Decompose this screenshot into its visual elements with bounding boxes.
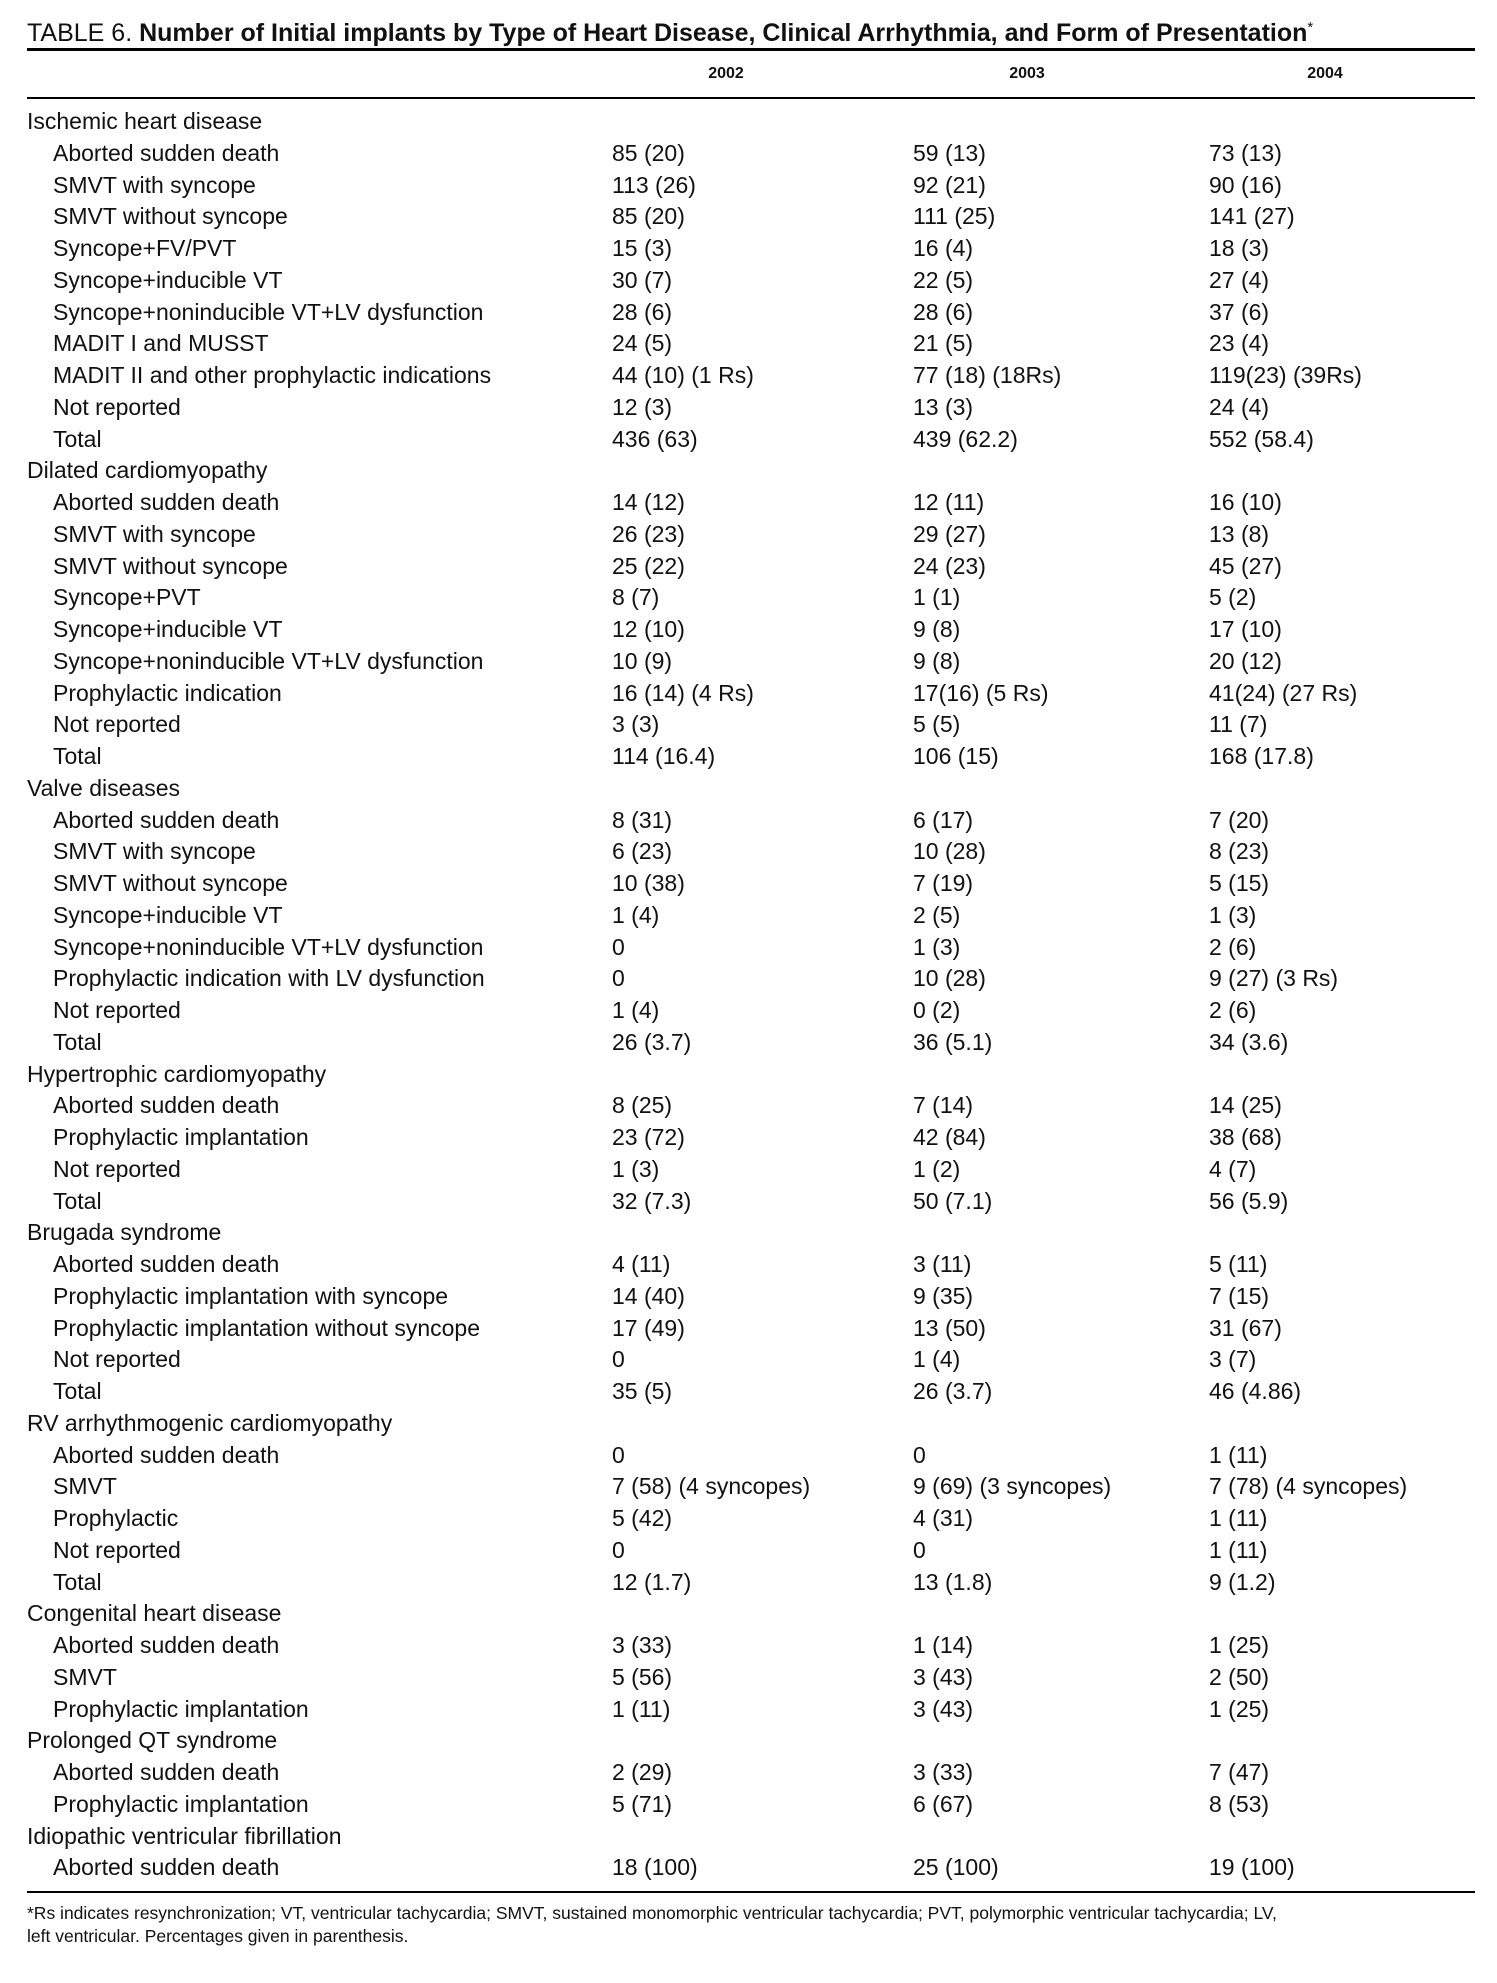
cell-2002: 44 (10) (1 Rs) (612, 362, 754, 388)
column-header-2004: 2004 (1307, 65, 1343, 82)
row-label: Prophylactic implantation with syncope (53, 1282, 449, 1309)
group-label: Ischemic heart disease (27, 108, 263, 134)
table-row (27, 327, 1475, 359)
row-label: Total (53, 1187, 102, 1214)
table-row (27, 899, 1475, 931)
cell-2003: 59 (13) (913, 139, 986, 166)
table-row (27, 1153, 1475, 1185)
row-label: Not reported (53, 1346, 181, 1373)
table-row (27, 645, 1475, 677)
row-label: Prophylactic implantation (53, 1695, 309, 1722)
cell-2004: 38 (68) (1209, 1124, 1282, 1150)
cell-2003: 10 (28) (913, 838, 986, 865)
table-body (27, 99, 1475, 1891)
table-row (27, 1185, 1475, 1217)
table-row (27, 137, 1475, 169)
row-label: Aborted sudden death (53, 1759, 280, 1785)
table-row (27, 1756, 1475, 1788)
table-row (27, 296, 1475, 328)
row-label: Total (53, 425, 102, 452)
cell-2004: 1 (11) (1209, 1441, 1268, 1468)
table-caption (27, 8, 1475, 48)
group-row (27, 1597, 1475, 1629)
cell-2004: 1 (25) (1209, 1632, 1270, 1658)
group-label: Idiopathic ventricular fibrillation (27, 1822, 342, 1849)
row-label: Syncope+noninducible VT+LV dysfunction (53, 933, 484, 960)
cell-2004: 168 (17.8) (1209, 743, 1314, 769)
cell-2002: 17 (49) (612, 1314, 685, 1341)
cell-2003: 9 (69) (3 syncopes) (913, 1473, 1112, 1500)
group-row (27, 1058, 1475, 1090)
cell-2004: 11 (7) (1209, 711, 1268, 738)
cell-2003: 17(16) (5 Rs) (913, 679, 1049, 706)
cell-2002: 0 (612, 1346, 625, 1373)
table-row (27, 1248, 1475, 1280)
row-label: Not reported (53, 393, 181, 420)
cell-2002: 0 (612, 933, 625, 960)
cell-2003: 9 (35) (913, 1282, 974, 1309)
table-row (27, 550, 1475, 582)
table-row (27, 581, 1475, 613)
table-footnote (27, 1902, 1475, 1948)
cell-2002: 15 (3) (612, 235, 673, 261)
row-label: Syncope+noninducible VT+LV dysfunction (53, 298, 484, 325)
group-row (27, 1407, 1475, 1439)
cell-2004: 141 (27) (1209, 203, 1295, 230)
cell-2004: 41(24) (27 Rs) (1209, 679, 1358, 706)
table-title: Number of Initial implants by Type of Heart Disease, Clinical Arrhythmia, and Form of Presentation (139, 19, 1308, 47)
row-label: Aborted sudden death (53, 1632, 280, 1658)
row-label: SMVT without syncope (53, 203, 288, 230)
cell-2002: 14 (12) (612, 489, 685, 515)
row-label: Aborted sudden death (53, 1251, 280, 1277)
group-label: Valve diseases (27, 774, 180, 801)
cell-2002: 2 (29) (612, 1759, 673, 1785)
table-row (27, 232, 1475, 264)
cell-2004: 90 (16) (1209, 171, 1282, 198)
table-row (27, 804, 1475, 836)
table-row (27, 1693, 1475, 1725)
cell-2004: 5 (2) (1209, 584, 1257, 611)
table-row (27, 1851, 1475, 1883)
table-row (27, 994, 1475, 1026)
table-row (27, 677, 1475, 709)
group-label: Brugada syndrome (27, 1219, 222, 1246)
cell-2003: 439 (62.2) (913, 425, 1018, 452)
footnote-mark: * (1307, 19, 1314, 36)
group-label: RV arrhythmogenic cardiomyopathy (27, 1409, 393, 1436)
cell-2004: 5 (11) (1209, 1251, 1268, 1277)
row-label: Aborted sudden death (53, 139, 280, 166)
row-label: SMVT (53, 1473, 117, 1500)
cell-2003: 3 (43) (913, 1663, 974, 1690)
cell-2002: 113 (26) (612, 171, 696, 198)
cell-2003: 111 (25) (913, 203, 996, 230)
cell-2004: 19 (100) (1209, 1854, 1295, 1881)
table-row (27, 1121, 1475, 1153)
row-label: SMVT with syncope (53, 171, 256, 198)
cell-2003: 42 (84) (913, 1124, 986, 1150)
cell-2003: 24 (23) (913, 552, 986, 579)
cell-2002: 24 (5) (612, 330, 673, 357)
cell-2003: 28 (6) (913, 298, 974, 325)
cell-2004: 8 (53) (1209, 1790, 1270, 1817)
footnote-line: left ventricular. Percentages given in parenthesis. (27, 1926, 409, 1946)
cell-2004: 31 (67) (1209, 1314, 1282, 1341)
cell-2004: 2 (6) (1209, 997, 1257, 1023)
column-header-row (27, 51, 1475, 97)
cell-2003: 1 (2) (913, 1155, 961, 1182)
table-row (27, 264, 1475, 296)
table-row (27, 1534, 1475, 1566)
cell-2002: 10 (9) (612, 647, 673, 674)
row-label: SMVT with syncope (53, 520, 256, 547)
cell-2002: 4 (11) (612, 1251, 671, 1277)
cell-2004: 1 (25) (1209, 1695, 1270, 1722)
cell-2004: 46 (4.86) (1209, 1378, 1302, 1404)
row-label: Prophylactic implantation (53, 1124, 309, 1150)
table-row (27, 931, 1475, 963)
cell-2003: 5 (5) (913, 711, 961, 738)
row-label: Aborted sudden death (53, 806, 280, 833)
group-label: Congenital heart disease (27, 1600, 282, 1627)
cell-2003: 1 (3) (913, 933, 961, 960)
table-row (27, 1439, 1475, 1471)
cell-2003: 9 (8) (913, 616, 961, 642)
row-label: SMVT without syncope (53, 870, 288, 896)
cell-2002: 12 (1.7) (612, 1568, 692, 1595)
cell-2003: 9 (8) (913, 647, 961, 674)
table-row (27, 867, 1475, 899)
cell-2003: 1 (14) (913, 1632, 974, 1658)
cell-2003: 4 (31) (913, 1505, 974, 1531)
cell-2002: 26 (3.7) (612, 1028, 692, 1055)
cell-2002: 32 (7.3) (612, 1187, 692, 1214)
cell-2003: 25 (100) (913, 1854, 999, 1881)
row-label: Aborted sudden death (53, 489, 280, 515)
cell-2003: 1 (4) (913, 1346, 961, 1373)
cell-2002: 436 (63) (612, 425, 698, 452)
cell-2002: 3 (3) (612, 711, 660, 738)
row-label: Prophylactic implantation (53, 1790, 309, 1817)
cell-2002: 1 (4) (612, 997, 660, 1023)
row-label: Total (53, 1378, 102, 1404)
row-label: Total (53, 743, 102, 769)
cell-2002: 3 (33) (612, 1632, 673, 1658)
cell-2004: 3 (7) (1209, 1346, 1257, 1373)
cell-2003: 12 (11) (913, 489, 985, 515)
row-label: Syncope+inducible VT (53, 266, 283, 293)
table-row (27, 1343, 1475, 1375)
row-label: Syncope+inducible VT (53, 901, 283, 928)
cell-2003: 22 (5) (913, 266, 974, 293)
group-label: Prolonged QT syndrome (27, 1727, 278, 1754)
cell-2003: 13 (50) (913, 1314, 986, 1341)
cell-2002: 1 (4) (612, 901, 660, 928)
cell-2004: 20 (12) (1209, 647, 1282, 674)
cell-2002: 8 (7) (612, 584, 660, 611)
row-label: Prophylactic (53, 1505, 179, 1531)
cell-2004: 23 (4) (1209, 330, 1270, 357)
row-label: Syncope+inducible VT (53, 616, 283, 642)
table-6 (27, 8, 1475, 1948)
table-row (27, 740, 1475, 772)
cell-2004: 7 (15) (1209, 1282, 1270, 1309)
table-row (27, 708, 1475, 740)
row-label: Syncope+PVT (53, 584, 201, 611)
cell-2002: 28 (6) (612, 298, 673, 325)
row-label: MADIT I and MUSST (53, 330, 269, 357)
cell-2003: 13 (1.8) (913, 1568, 993, 1595)
table-row (27, 200, 1475, 232)
cell-2003: 13 (3) (913, 393, 974, 420)
cell-2004: 9 (27) (3 Rs) (1209, 965, 1339, 992)
table-row (27, 1661, 1475, 1693)
group-label: Dilated cardiomyopathy (27, 457, 268, 484)
cell-2002: 0 (612, 1536, 625, 1563)
cell-2002: 23 (72) (612, 1124, 685, 1150)
cell-2002: 6 (23) (612, 838, 673, 865)
table-row (27, 1502, 1475, 1534)
cell-2003: 3 (11) (913, 1251, 972, 1277)
cell-2004: 18 (3) (1209, 235, 1270, 261)
cell-2003: 7 (14) (913, 1092, 974, 1119)
row-label: MADIT II and other prophylactic indications (53, 362, 492, 388)
cell-2004: 1 (11) (1209, 1536, 1268, 1563)
cell-2002: 85 (20) (612, 203, 685, 230)
table-number: TABLE 6. (27, 19, 133, 47)
cell-2002: 8 (25) (612, 1092, 673, 1119)
cell-2002: 114 (16.4) (612, 743, 716, 769)
cell-2002: 0 (612, 1441, 625, 1468)
cell-2002: 25 (22) (612, 552, 685, 579)
group-row (27, 1216, 1475, 1248)
column-header-2003: 2003 (1009, 65, 1045, 82)
row-label: SMVT without syncope (53, 552, 288, 579)
cell-2003: 21 (5) (913, 330, 974, 357)
cell-2003: 0 (913, 1441, 926, 1468)
table-row (27, 835, 1475, 867)
cell-2002: 26 (23) (612, 520, 685, 547)
row-label: Syncope+FV/PVT (53, 235, 237, 261)
cell-2002: 14 (40) (612, 1282, 685, 1309)
table-row (27, 1470, 1475, 1502)
row-label: Aborted sudden death (53, 1092, 280, 1119)
cell-2004: 1 (3) (1209, 901, 1257, 928)
table-row (27, 1566, 1475, 1598)
row-label: SMVT with syncope (53, 838, 256, 865)
cell-2004: 24 (4) (1209, 393, 1270, 420)
cell-2002: 10 (38) (612, 870, 685, 896)
cell-2004: 2 (6) (1209, 933, 1257, 960)
cell-2004: 2 (50) (1209, 1663, 1270, 1690)
cell-2003: 6 (17) (913, 806, 974, 833)
cell-2002: 7 (58) (4 syncopes) (612, 1473, 811, 1500)
cell-2003: 0 (2) (913, 997, 961, 1023)
cell-2003: 16 (4) (913, 235, 974, 261)
group-label: Hypertrophic cardiomyopathy (27, 1060, 327, 1087)
cell-2004: 34 (3.6) (1209, 1028, 1289, 1055)
cell-2003: 10 (28) (913, 965, 986, 992)
row-label: Not reported (53, 1155, 181, 1182)
row-label: Prophylactic indication (53, 679, 282, 706)
cell-2004: 37 (6) (1209, 298, 1270, 325)
table-row (27, 1312, 1475, 1344)
cell-2002: 5 (42) (612, 1505, 673, 1531)
cell-2002: 1 (3) (612, 1155, 660, 1182)
table-row (27, 359, 1475, 391)
table-row (27, 1375, 1475, 1407)
cell-2003: 29 (27) (913, 520, 986, 547)
cell-2004: 14 (25) (1209, 1092, 1282, 1119)
cell-2003: 106 (15) (913, 743, 999, 769)
row-label: Syncope+noninducible VT+LV dysfunction (53, 647, 484, 674)
cell-2002: 0 (612, 965, 625, 992)
row-label: Not reported (53, 711, 181, 738)
group-row (27, 454, 1475, 486)
table-row (27, 423, 1475, 455)
cell-2002: 16 (14) (4 Rs) (612, 679, 754, 706)
cell-2002: 5 (56) (612, 1663, 673, 1690)
table-row (27, 169, 1475, 201)
row-label: Aborted sudden death (53, 1441, 280, 1468)
cell-2002: 1 (11) (612, 1695, 671, 1722)
cell-2004: 552 (58.4) (1209, 425, 1314, 452)
cell-2002: 8 (31) (612, 806, 673, 833)
table-row (27, 518, 1475, 550)
footnote-line: *Rs indicates resynchronization; VT, ventricular tachycardia; SMVT, sustained monomorphic ventricular tachycardia; PVT, polymorphic ventricular tachycardia; LV, (27, 1903, 1277, 1923)
row-label: Prophylactic indication with LV dysfunction (53, 965, 485, 992)
row-label: Not reported (53, 997, 181, 1023)
cell-2003: 6 (67) (913, 1790, 974, 1817)
row-label: Total (53, 1028, 102, 1055)
cell-2003: 0 (913, 1536, 926, 1563)
row-label: Prophylactic implantation without syncope (53, 1314, 481, 1341)
cell-2002: 12 (10) (612, 616, 685, 642)
table-row (27, 1280, 1475, 1312)
row-label: SMVT (53, 1663, 117, 1690)
group-row (27, 1724, 1475, 1756)
cell-2003: 3 (33) (913, 1759, 974, 1785)
table-row (27, 1629, 1475, 1661)
cell-2002: 85 (20) (612, 139, 685, 166)
table-row (27, 1026, 1475, 1058)
cell-2004: 4 (7) (1209, 1155, 1257, 1182)
table-row (27, 486, 1475, 518)
row-label: Aborted sudden death (53, 1854, 280, 1881)
cell-2004: 56 (5.9) (1209, 1187, 1289, 1214)
row-label: Not reported (53, 1536, 181, 1563)
group-row (27, 772, 1475, 804)
cell-2002: 12 (3) (612, 393, 673, 420)
cell-2004: 13 (8) (1209, 520, 1270, 547)
cell-2002: 5 (71) (612, 1790, 673, 1817)
cell-2004: 7 (78) (4 syncopes) (1209, 1473, 1408, 1500)
table-row (27, 1788, 1475, 1820)
cell-2002: 35 (5) (612, 1378, 673, 1404)
table-row (27, 613, 1475, 645)
cell-2003: 50 (7.1) (913, 1187, 993, 1214)
cell-2004: 9 (1.2) (1209, 1568, 1276, 1595)
cell-2004: 119(23) (39Rs) (1209, 362, 1362, 388)
cell-2002: 18 (100) (612, 1854, 698, 1881)
cell-2004: 5 (15) (1209, 870, 1270, 896)
bottom-rule (27, 1891, 1475, 1893)
cell-2004: 7 (20) (1209, 806, 1270, 833)
cell-2004: 7 (47) (1209, 1759, 1270, 1785)
table-row (27, 1089, 1475, 1121)
cell-2004: 45 (27) (1209, 552, 1282, 579)
cell-2002: 30 (7) (612, 266, 673, 293)
column-header-2002: 2002 (708, 65, 744, 82)
cell-2003: 7 (19) (913, 870, 974, 896)
cell-2003: 77 (18) (18Rs) (913, 362, 1062, 388)
cell-2004: 16 (10) (1209, 489, 1282, 515)
cell-2003: 92 (21) (913, 171, 986, 198)
table-row (27, 962, 1475, 994)
cell-2003: 3 (43) (913, 1695, 974, 1722)
table-row (27, 391, 1475, 423)
group-row (27, 105, 1475, 137)
cell-2003: 2 (5) (913, 901, 961, 928)
cell-2003: 1 (1) (913, 584, 961, 611)
cell-2003: 36 (5.1) (913, 1028, 993, 1055)
cell-2004: 73 (13) (1209, 139, 1282, 166)
row-label: Total (53, 1568, 102, 1595)
group-row (27, 1820, 1475, 1852)
cell-2004: 1 (11) (1209, 1505, 1268, 1531)
cell-2004: 17 (10) (1209, 616, 1282, 642)
cell-2004: 8 (23) (1209, 838, 1270, 865)
cell-2003: 26 (3.7) (913, 1378, 993, 1404)
cell-2004: 27 (4) (1209, 266, 1270, 293)
